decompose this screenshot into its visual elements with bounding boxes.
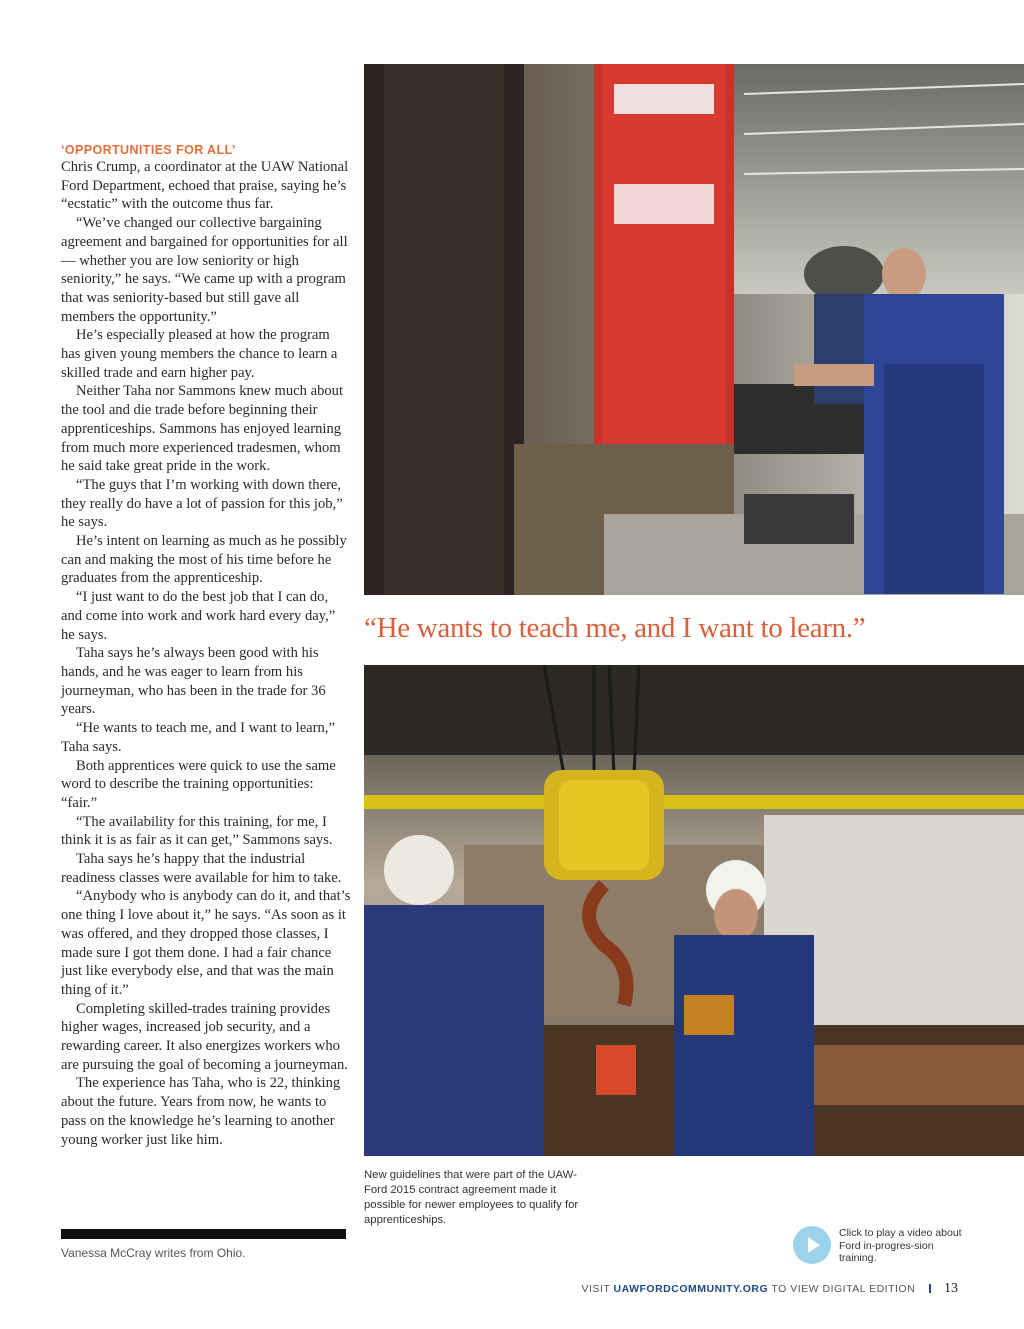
article-paragraph: “The guys that I’m working with down there, they really do have a lot of passion for this job,” he says.: [61, 476, 343, 531]
article-paragraph: “He wants to teach me, and I want to learn,” Taha says.: [61, 720, 335, 755]
article-paragraph: He’s especially pleased at how the program has given young members the chance to learn a skilled trade and earn higher pay.: [61, 327, 338, 381]
play-icon: [808, 1237, 820, 1253]
play-video-button[interactable]: [793, 1226, 831, 1264]
article-paragraph: “Anybody who is anybody can do it, and that’s one thing I love about it,” he says. “As soon as it was offered, and they dropped those classes, I made sure I got them done. I had a fair chance just like everybody else, and that was the main thing of it.”: [61, 888, 351, 998]
article-paragraph: Taha says he’s always been good with his hands, and he was eager to learn from his journeyman, who has been in the trade for 36 years.: [61, 645, 326, 718]
photo-crane-workers: [364, 665, 1024, 1156]
article-paragraph: Neither Taha nor Sammons knew much about the tool and die trade before beginning their apprenticeships. Sammons has enjoyed learning from much more experienced tradesmen, whom he said take great pride in the work.: [61, 383, 344, 475]
photo-caption: New guidelines that were part of the UAW-Ford 2015 contract agreement made it possible for newer employees to qualify for apprenticeships.: [364, 1169, 579, 1226]
author-byline: Vanessa McCray writes from Ohio.: [61, 1246, 246, 1260]
article-paragraph: The experience has Taha, who is 22, thinking about the future. Years from now, he wants to pass on the knowledge he’s learning to another young worker just like him.: [61, 1075, 341, 1148]
article-column: [61, 142, 351, 1149]
section-kicker: ‘OPPORTUNITIES FOR ALL’: [61, 143, 236, 157]
article-paragraph: Completing skilled-trades training provides higher wages, increased job security, and a rewarding career. It also energizes workers who are pursuing the goal of becoming a journeyman.: [61, 1000, 348, 1073]
article-paragraph: Taha says he’s happy that the industrial readiness classes were available for him to take.: [61, 851, 342, 886]
article-paragraph: “We’ve changed our collective bargaining agreement and bargained for opportunities for all — whether you are low seniority or high seniority,” he says. “We came up with a program that was seniority-based but still gave all members the opportunity.”: [61, 215, 348, 325]
footer-url-link[interactable]: UAWFORDCOMMUNITY.ORG: [613, 1283, 769, 1295]
article-paragraph: He’s intent on learning as much as he possibly can and making the most of his time before he graduates from the apprenticeship.: [61, 533, 347, 587]
photo-workers-welding: [364, 64, 1024, 595]
article-paragraph: “The availability for this training, for me, I think it is as fair as it can get,” Sammons says.: [61, 813, 333, 849]
article-paragraph: Both apprentices were quick to use the same word to describe the training opportunities: “fair.”: [61, 757, 336, 811]
article-paragraph: Chris Crump, a coordinator at the UAW National Ford Department, echoed that praise, saying he’s “ecstatic” with the outcome thus far.: [61, 159, 349, 213]
pull-quote: “He wants to teach me, and I want to learn.”: [364, 612, 866, 644]
footer-suffix: TO VIEW DIGITAL EDITION: [771, 1283, 916, 1295]
video-link-text[interactable]: Click to play a video about Ford in-progres-sion training.: [839, 1227, 962, 1264]
page-footer: [582, 1281, 958, 1297]
footer-divider: [929, 1284, 931, 1293]
footer-prefix: VISIT: [581, 1283, 611, 1295]
end-rule: [61, 1229, 346, 1239]
article-paragraph: “I just want to do the best job that I can do, and come into work and work hard every day,” he says.: [61, 589, 336, 643]
page-number: 13: [944, 1281, 958, 1296]
